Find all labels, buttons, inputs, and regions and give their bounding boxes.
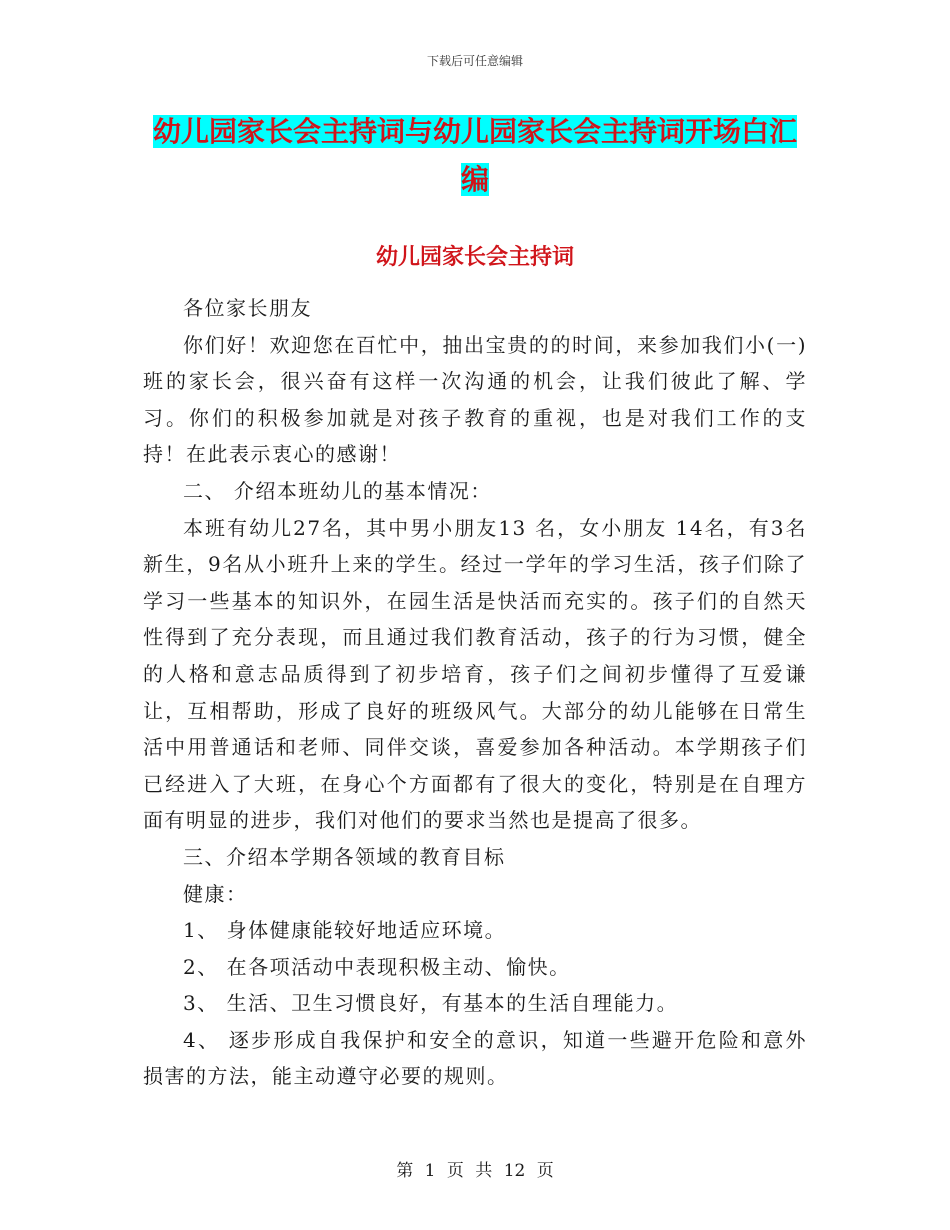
- document-title-text: 幼儿园家长会主持词与幼儿园家长会主持词开场白汇编: [152, 115, 797, 196]
- paragraph-health-label: 健康：: [183, 881, 248, 906]
- document-body: [143, 290, 807, 1095]
- list-item-goal-4: 4、 逐步形成自我保护和安全的意识，知道一些避开危险和意外损害的方法，能主动遵守必要的规则。: [143, 1027, 807, 1089]
- header-note: 下载后可任意编辑: [426, 54, 523, 68]
- list-item-goal-3: 3、 生活、卫生习惯良好，有基本的生活自理能力。: [183, 991, 679, 1016]
- page-footer: 第 1 页 共 12 页: [396, 1161, 554, 1181]
- paragraph-heading-3: 三、介绍本学期各领域的教育目标: [183, 844, 506, 869]
- list-item-goal-2: 2、 在各项活动中表现积极主动、愉快。: [183, 954, 571, 979]
- paragraph-class-info: 本班有幼儿27名，其中男小朋友13 名，女小朋友 14名，有3名新生，9名从小班升上来的学生。经过一学年的学习生活，孩子们除了学习一些基本的知识外，在园生活是快活而充实的。孩子们的自然天性得到了充分表现，而且通过我们教育活动，孩子的行为习惯，健全的人格和意志品质得到了初步培育，孩子们之间初步懂得了互爱谦让，互相帮助，形成了良好的班级风气。大部分的幼儿能够在日常生活中用普通话和老师、同伴交谈，喜爱参加各种活动。本学期孩子们已经进入了大班，在身心个方面都有了很大的变化，特别是在自理方面有明显的进步，我们对他们的要求当然也是提高了很多。: [143, 515, 807, 833]
- list-item-goal-1: 1、 身体健康能较好地适应环境。: [183, 918, 507, 943]
- paragraph-welcome: 你们好！欢迎您在百忙中，抽出宝贵的的时间，来参加我们小(一)班的家长会，很兴奋有这样一次沟通的机会，让我们彼此了解、学习。你们的积极参加就是对孩子教育的重视，也是对我们工作的支持！在此表示衷心的感谢！: [143, 332, 807, 467]
- section-title: 幼儿园家长会主持词: [375, 245, 574, 270]
- paragraph-heading-2: 二、 介绍本班幼儿的基本情况：: [183, 478, 492, 503]
- document-title: [150, 108, 800, 204]
- paragraph-greeting: 各位家长朋友: [183, 296, 312, 320]
